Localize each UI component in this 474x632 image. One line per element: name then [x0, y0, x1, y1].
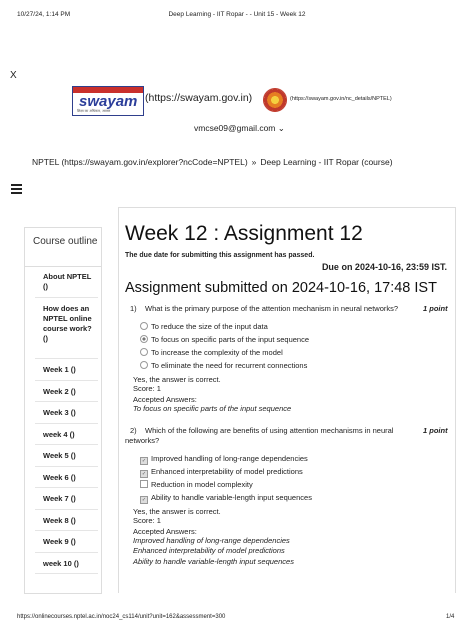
question-2-points: 1 point — [423, 426, 448, 435]
sidebar-item-week-10[interactable]: week 10 () — [43, 559, 79, 568]
checkbox-icon[interactable] — [140, 480, 148, 488]
submission-status: Assignment submitted on 2024-10-16, 17:48 IST — [125, 280, 437, 296]
divider — [35, 530, 98, 531]
q1-score: Score: 1 — [133, 384, 161, 393]
option-label: Reduction in model complexity — [151, 480, 253, 489]
sidebar-item-about-nptel[interactable]: About NPTEL () — [43, 272, 92, 291]
q1-accepted-label: Accepted Answers: — [133, 395, 197, 404]
option-label: To eliminate the need for recurrent connections — [151, 361, 308, 370]
divider — [35, 444, 98, 445]
option-label: Improved handling of long-range dependencies — [151, 454, 308, 463]
q1-option-1[interactable] — [140, 322, 268, 331]
radio-button-icon[interactable] — [140, 348, 148, 356]
question-1-number: 1) — [130, 304, 137, 313]
divider — [35, 380, 98, 381]
q2-accepted-answer-3: Ability to handle variable-length input sequences — [133, 557, 294, 566]
option-label: To reduce the size of the input data — [151, 322, 268, 331]
sidebar-item-week-8[interactable]: Week 8 () — [43, 516, 76, 525]
divider — [35, 401, 98, 402]
divider — [35, 487, 98, 488]
checkbox-checked-icon[interactable]: ✓ — [141, 458, 147, 464]
sidebar-item-week-9[interactable]: Week 9 () — [43, 537, 76, 546]
radio-button-icon[interactable] — [140, 361, 148, 369]
breadcrumb — [32, 157, 393, 167]
q2-option-4[interactable] — [140, 493, 312, 504]
nptel-link[interactable]: (https://swayam.gov.in/nc_details/NPTEL) — [290, 96, 392, 102]
q2-score: Score: 1 — [133, 516, 161, 525]
sidebar-item-how-course-works[interactable]: How does an NPTEL online course work? () — [43, 304, 92, 343]
swayam-logo[interactable] — [72, 86, 144, 116]
q2-option-1[interactable] — [140, 454, 308, 465]
close-icon[interactable]: X — [10, 70, 17, 81]
question-2-text: Which of the following are benefits of using attention mechanisms in neural — [145, 426, 394, 435]
divider — [35, 466, 98, 467]
checkbox-checked-icon[interactable]: ✓ — [141, 471, 147, 477]
nptel-logo-icon[interactable] — [263, 88, 287, 112]
course-outline-sidebar — [24, 227, 102, 594]
swayam-link[interactable]: (https://swayam.gov.in) — [145, 92, 253, 104]
breadcrumb-course-link[interactable]: Deep Learning - IIT Ropar (course) — [260, 157, 393, 167]
sidebar-item-week-3[interactable]: Week 3 () — [43, 408, 76, 417]
option-label: To focus on specific parts of the input sequence — [151, 335, 310, 344]
q1-option-4[interactable] — [140, 361, 307, 370]
radio-button-selected-icon[interactable] — [140, 335, 148, 343]
swayam-logo-tagline: शिक्षा का अधिकार, अवसर — [77, 109, 111, 113]
divider — [35, 552, 98, 553]
divider — [35, 358, 98, 359]
menu-bar — [11, 192, 22, 194]
question-2-text-cont: networks? — [125, 436, 160, 445]
print-page-number: 1/4 — [446, 614, 455, 620]
sidebar-item-week-5[interactable]: Week 5 () — [43, 451, 76, 460]
hamburger-menu-icon[interactable] — [11, 184, 22, 196]
sidebar-item-week-1[interactable]: Week 1 () — [43, 365, 76, 374]
q1-option-2[interactable] — [140, 335, 309, 344]
q2-option-3[interactable] — [140, 480, 253, 489]
sidebar-item-week-2[interactable]: Week 2 () — [43, 387, 76, 396]
question-1-points: 1 point — [423, 304, 448, 313]
swayam-logo-text: swayam — [79, 93, 138, 110]
q2-accepted-answer-2: Enhanced interpretability of model predictions — [133, 546, 285, 555]
menu-bar — [11, 184, 22, 186]
q2-accepted-answer-1: Improved handling of long-range dependencies — [133, 536, 290, 545]
breadcrumb-separator: » — [251, 157, 257, 167]
due-notice: The due date for submitting this assignment has passed. — [125, 252, 315, 259]
checkbox-checked-icon[interactable]: ✓ — [141, 497, 147, 503]
q2-accepted-label: Accepted Answers: — [133, 527, 197, 536]
q2-option-2[interactable] — [140, 467, 303, 478]
q1-accepted-answer: To focus on specific parts of the input sequence — [133, 404, 292, 413]
q1-option-3[interactable] — [140, 348, 283, 357]
divider — [35, 509, 98, 510]
print-footer-url: https://onlinecourses.nptel.ac.in/noc24_cs114/unit?unit=162&assessment=300 — [17, 614, 226, 620]
divider — [35, 297, 98, 298]
q1-feedback: Yes, the answer is correct. — [133, 375, 221, 384]
sidebar-item-week-6[interactable]: Week 6 () — [43, 473, 76, 482]
user-menu[interactable]: vmcse09@gmail.com ⌄ — [194, 123, 285, 133]
print-datetime: 10/27/24, 1:14 PM — [17, 11, 71, 18]
question-2-number: 2) — [130, 426, 137, 435]
divider — [35, 423, 98, 424]
radio-button-icon[interactable] — [140, 322, 148, 330]
sidebar-title: Course outline — [25, 228, 101, 267]
sidebar-item-week-4[interactable]: week 4 () — [43, 430, 75, 439]
divider — [35, 573, 98, 574]
option-label: To increase the complexity of the model — [151, 348, 283, 357]
question-1-text: What is the primary purpose of the attention mechanism in neural networks? — [145, 304, 399, 313]
option-label: Ability to handle variable-length input sequences — [151, 493, 312, 502]
page-title: Week 12 : Assignment 12 — [125, 222, 363, 245]
sidebar-item-week-7[interactable]: Week 7 () — [43, 494, 76, 503]
print-title: Deep Learning - IIT Ropar - - Unit 15 - Week 12 — [168, 11, 306, 18]
due-date: Due on 2024-10-16, 23:59 IST. — [321, 262, 447, 272]
breadcrumb-nptel-link[interactable]: NPTEL (https://swayam.gov.in/explorer?ncCode=NPTEL) — [32, 157, 248, 167]
q2-feedback: Yes, the answer is correct. — [133, 507, 221, 516]
menu-bar — [11, 188, 22, 190]
option-label: Enhanced interpretability of model predictions — [151, 467, 303, 476]
